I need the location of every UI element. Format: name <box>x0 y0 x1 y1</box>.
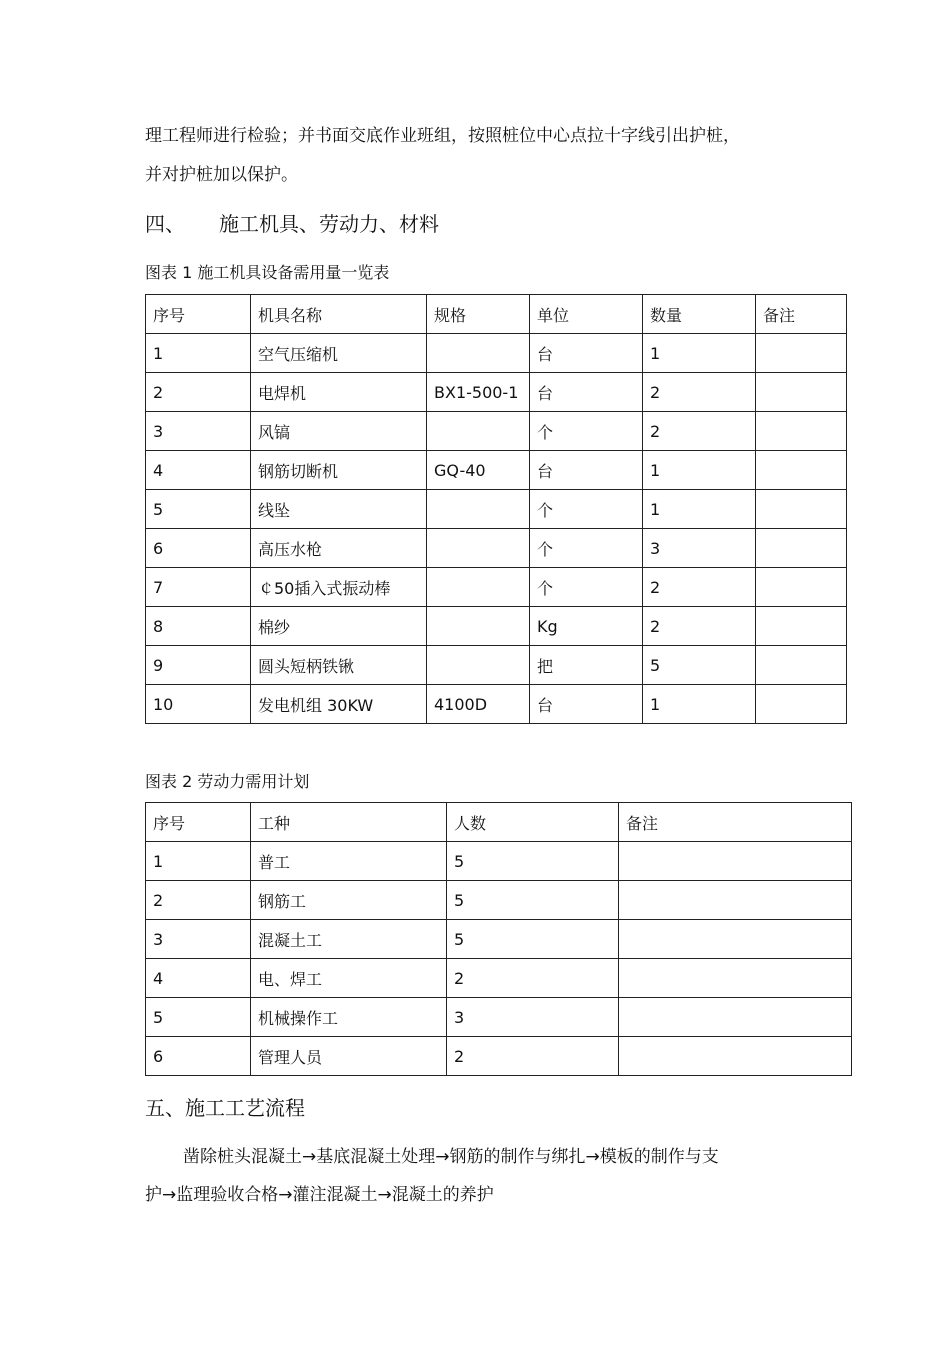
table-row <box>146 1037 852 1076</box>
header-cell: 单位 <box>530 295 643 334</box>
table-cell: 机械操作工 <box>251 998 447 1037</box>
table-cell: 1 <box>643 451 756 490</box>
process-line-2: 护→监理验收合格→灌注混凝土→混凝土的养护 <box>145 1185 494 1205</box>
table-cell: 发电机组 30KW <box>251 685 427 724</box>
table-cell: 1 <box>146 334 251 373</box>
table-cell: 8 <box>146 607 251 646</box>
table-cell: 1 <box>643 334 756 373</box>
process-line-1: 凿除桩头混凝土→基底混凝土处理→钢筋的制作与绑扎→模板的制作与支 <box>183 1147 719 1167</box>
table-cell: 2 <box>447 1037 619 1076</box>
table-row <box>146 920 852 959</box>
table-cell: 7 <box>146 568 251 607</box>
table-cell: 电、焊工 <box>251 959 447 998</box>
table-cell: 空气压缩机 <box>251 334 427 373</box>
header-cell: 数量 <box>643 295 756 334</box>
table-row <box>146 490 847 529</box>
table-cell <box>756 685 847 724</box>
table-cell: 2 <box>643 568 756 607</box>
table-cell: 4 <box>146 959 251 998</box>
intro-line-1: 理工程师进行检验；并书面交底作业班组，按照桩位中心点拉十字线引出护桩， <box>145 126 740 146</box>
header-cell: 工种 <box>251 803 447 842</box>
table-cell: 把 <box>530 646 643 685</box>
table-cell <box>427 607 530 646</box>
section-4-title: 施工机具、劳动力、材料 <box>219 212 439 236</box>
table-cell: 圆头短柄铁锹 <box>251 646 427 685</box>
table-cell: 5 <box>447 842 619 881</box>
table-cell: 个 <box>530 412 643 451</box>
header-cell: 机具名称 <box>251 295 427 334</box>
table-cell <box>756 334 847 373</box>
table-cell: 1 <box>643 490 756 529</box>
header-cell: 序号 <box>146 803 251 842</box>
table-row <box>146 412 847 451</box>
table-cell: 个 <box>530 568 643 607</box>
table-cell: 4100D <box>427 685 530 724</box>
table-cell: 电焊机 <box>251 373 427 412</box>
table-cell: 5 <box>447 920 619 959</box>
table-cell: 钢筋切断机 <box>251 451 427 490</box>
table-cell <box>427 490 530 529</box>
table-cell: 2 <box>643 607 756 646</box>
table-cell <box>619 959 852 998</box>
equipment-table <box>145 294 847 724</box>
table-cell <box>619 1037 852 1076</box>
table-cell: 6 <box>146 1037 251 1076</box>
table-cell: 风镐 <box>251 412 427 451</box>
table-cell: 9 <box>146 646 251 685</box>
table-cell <box>619 881 852 920</box>
table-cell: 1 <box>643 685 756 724</box>
table-cell <box>427 412 530 451</box>
table-row <box>146 998 852 1037</box>
table-row <box>146 881 852 920</box>
table-header-row <box>146 803 852 842</box>
header-cell: 序号 <box>146 295 251 334</box>
table-cell <box>756 412 847 451</box>
table-cell <box>756 607 847 646</box>
table-row <box>146 451 847 490</box>
table-cell: 10 <box>146 685 251 724</box>
intro-line-2: 并对护桩加以保护。 <box>145 165 298 185</box>
table-cell <box>756 646 847 685</box>
table-cell: BX1-500-1 <box>427 373 530 412</box>
labor-table <box>145 802 852 1076</box>
table-cell: 台 <box>530 373 643 412</box>
section-4-heading <box>145 212 439 236</box>
table-cell <box>756 451 847 490</box>
table-cell: 4 <box>146 451 251 490</box>
table-row <box>146 607 847 646</box>
table-cell: 台 <box>530 685 643 724</box>
table-cell: 钢筋工 <box>251 881 447 920</box>
header-cell: 备注 <box>619 803 852 842</box>
table-cell: 2 <box>146 373 251 412</box>
table-cell: 2 <box>146 881 251 920</box>
table-cell: 6 <box>146 529 251 568</box>
table-cell <box>756 373 847 412</box>
table-2-caption: 图表 2 劳动力需用计划 <box>145 772 310 791</box>
section-4-number: 四、 <box>145 212 185 236</box>
table-cell <box>427 334 530 373</box>
table-row <box>146 646 847 685</box>
table-row <box>146 959 852 998</box>
table-row <box>146 842 852 881</box>
table-cell: 3 <box>643 529 756 568</box>
table-cell: Kg <box>530 607 643 646</box>
table-1-caption: 图表 1 施工机具设备需用量一览表 <box>145 263 390 282</box>
table-cell: 线坠 <box>251 490 427 529</box>
table-cell: 管理人员 <box>251 1037 447 1076</box>
table-cell: 1 <box>146 842 251 881</box>
table-cell <box>619 842 852 881</box>
table-cell: 普工 <box>251 842 447 881</box>
table-cell: 棉纱 <box>251 607 427 646</box>
table-row <box>146 568 847 607</box>
table-cell <box>756 490 847 529</box>
table-cell: 5 <box>146 490 251 529</box>
table-row <box>146 685 847 724</box>
table-cell <box>427 646 530 685</box>
table-cell <box>756 529 847 568</box>
table-row <box>146 529 847 568</box>
table-cell <box>619 920 852 959</box>
section-5-heading: 五、施工工艺流程 <box>145 1096 305 1120</box>
table-cell: 5 <box>643 646 756 685</box>
table-cell: GQ-40 <box>427 451 530 490</box>
table-cell: 个 <box>530 529 643 568</box>
table-cell: 2 <box>643 373 756 412</box>
table-header-row <box>146 295 847 334</box>
table-cell: 2 <box>447 959 619 998</box>
table-cell: 2 <box>643 412 756 451</box>
table-cell: 混凝土工 <box>251 920 447 959</box>
table-cell <box>756 568 847 607</box>
table-cell: 3 <box>447 998 619 1037</box>
table-cell: 5 <box>146 998 251 1037</box>
table-row <box>146 334 847 373</box>
table-cell <box>427 568 530 607</box>
table-cell: 台 <box>530 451 643 490</box>
table-cell: ￠50插入式振动棒 <box>251 568 427 607</box>
table-cell: 3 <box>146 920 251 959</box>
table-cell: 个 <box>530 490 643 529</box>
table-cell: 高压水枪 <box>251 529 427 568</box>
header-cell: 备注 <box>756 295 847 334</box>
table-cell: 3 <box>146 412 251 451</box>
table-cell: 台 <box>530 334 643 373</box>
table-cell: 5 <box>447 881 619 920</box>
table-cell <box>427 529 530 568</box>
table-row <box>146 373 847 412</box>
header-cell: 人数 <box>447 803 619 842</box>
table-cell <box>619 998 852 1037</box>
header-cell: 规格 <box>427 295 530 334</box>
